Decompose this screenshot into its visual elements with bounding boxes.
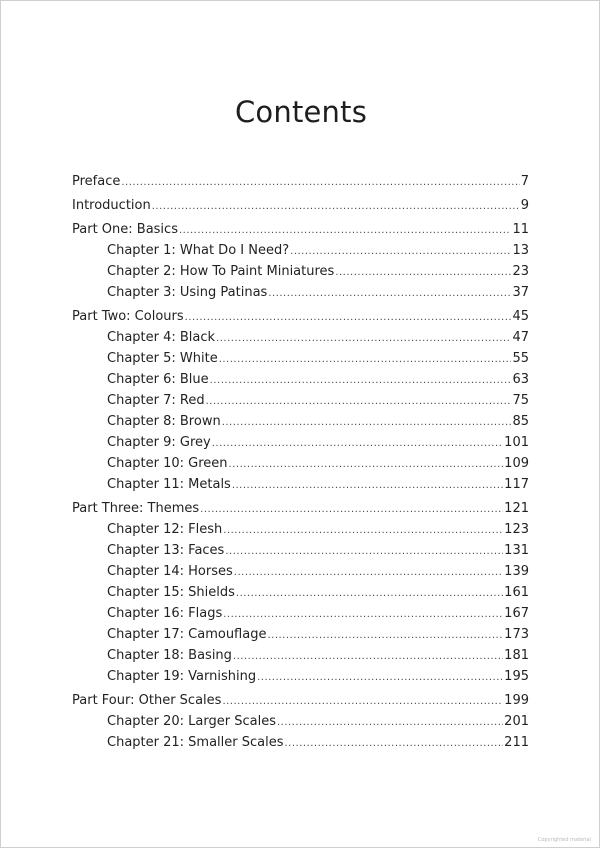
dot-leader bbox=[206, 391, 512, 412]
toc-chapter-entry bbox=[72, 432, 529, 453]
toc-entry-label: Chapter 21: Smaller Scales bbox=[107, 735, 284, 750]
toc-chapter-entry bbox=[72, 474, 529, 495]
dot-leader bbox=[179, 220, 511, 241]
dot-leader bbox=[229, 454, 504, 475]
toc-chapter-entry bbox=[72, 369, 529, 390]
toc-page-number: 85 bbox=[512, 414, 529, 429]
toc-part-entry bbox=[72, 690, 529, 711]
toc-chapter-entry bbox=[72, 327, 529, 348]
dot-leader bbox=[277, 712, 503, 733]
toc-page-number: 167 bbox=[504, 606, 529, 621]
toc-chapter-entry bbox=[72, 348, 529, 369]
toc-chapter-entry bbox=[72, 411, 529, 432]
toc-chapter-entry bbox=[72, 645, 529, 666]
toc-page-number: 139 bbox=[504, 564, 529, 579]
toc-entry-label: Part One: Basics bbox=[72, 222, 178, 237]
toc-entry-label: Chapter 3: Using Patinas bbox=[107, 285, 268, 300]
dot-leader bbox=[222, 412, 512, 433]
toc-part-entry bbox=[72, 219, 529, 240]
toc-entry-label: Chapter 19: Varnishing bbox=[107, 669, 257, 684]
toc-page-number: 211 bbox=[504, 735, 529, 750]
toc-entry-label: Introduction bbox=[72, 198, 151, 213]
toc-entry-label: Chapter 2: How To Paint Miniatures bbox=[107, 264, 335, 279]
toc-part-entry bbox=[72, 171, 529, 192]
copyright-notice: Copyrighted material bbox=[537, 837, 591, 843]
dot-leader bbox=[233, 646, 503, 667]
dot-leader bbox=[185, 307, 512, 328]
toc-page-number: 195 bbox=[504, 669, 529, 684]
toc-page-number: 11 bbox=[512, 222, 529, 237]
toc-page-number: 101 bbox=[504, 435, 529, 450]
dot-leader bbox=[210, 370, 512, 391]
dot-leader bbox=[121, 172, 519, 193]
dot-leader bbox=[268, 283, 511, 304]
toc-entry-label: Part Four: Other Scales bbox=[72, 693, 222, 708]
toc-page-number: 63 bbox=[512, 372, 529, 387]
toc-entry-label: Chapter 9: Grey bbox=[107, 435, 211, 450]
toc-chapter-entry bbox=[72, 519, 529, 540]
toc-chapter-entry bbox=[72, 603, 529, 624]
toc-page-number: 173 bbox=[504, 627, 529, 642]
toc-page-number: 161 bbox=[504, 585, 529, 600]
dot-leader bbox=[223, 520, 503, 541]
toc-entry-label: Chapter 15: Shields bbox=[107, 585, 235, 600]
toc-entry-label: Chapter 11: Metals bbox=[107, 477, 231, 492]
toc-entry-label: Chapter 18: Basing bbox=[107, 648, 232, 663]
toc-entry-label: Chapter 12: Flesh bbox=[107, 522, 223, 537]
dot-leader bbox=[335, 262, 511, 283]
toc-page-number: 109 bbox=[504, 456, 529, 471]
dot-leader bbox=[225, 541, 503, 562]
toc-page-number: 181 bbox=[504, 648, 529, 663]
toc-chapter-entry bbox=[72, 453, 529, 474]
dot-leader bbox=[285, 733, 504, 754]
toc-chapter-entry bbox=[72, 240, 529, 261]
toc-entry-label: Chapter 13: Faces bbox=[107, 543, 225, 558]
dot-leader bbox=[267, 625, 503, 646]
toc-part-entry bbox=[72, 498, 529, 519]
toc-chapter-entry bbox=[72, 390, 529, 411]
toc-page-number: 55 bbox=[512, 351, 529, 366]
toc-entry-label: Part Two: Colours bbox=[72, 309, 184, 324]
toc-page-number: 23 bbox=[512, 264, 529, 279]
dot-leader bbox=[222, 691, 503, 712]
toc-entry-label: Part Three: Themes bbox=[72, 501, 200, 516]
dot-leader bbox=[200, 499, 503, 520]
dot-leader bbox=[234, 562, 503, 583]
toc-chapter-entry bbox=[72, 666, 529, 687]
toc-chapter-entry bbox=[72, 582, 529, 603]
toc-page-number: 7 bbox=[520, 174, 529, 189]
toc-page-number: 123 bbox=[504, 522, 529, 537]
dot-leader bbox=[212, 433, 503, 454]
toc-page-number: 13 bbox=[512, 243, 529, 258]
toc-chapter-entry bbox=[72, 624, 529, 645]
table-of-contents bbox=[72, 171, 529, 753]
toc-page-number: 47 bbox=[512, 330, 529, 345]
toc-entry-label: Chapter 5: White bbox=[107, 351, 218, 366]
toc-page-number: 37 bbox=[512, 285, 529, 300]
toc-chapter-entry bbox=[72, 282, 529, 303]
toc-page-number: 121 bbox=[504, 501, 529, 516]
toc-page-number: 199 bbox=[504, 693, 529, 708]
dot-leader bbox=[223, 604, 503, 625]
toc-chapter-entry bbox=[72, 540, 529, 561]
page-title: Contents bbox=[234, 95, 368, 129]
toc-entry-label: Chapter 4: Black bbox=[107, 330, 216, 345]
dot-leader bbox=[232, 475, 503, 496]
toc-page-number: 45 bbox=[512, 309, 529, 324]
toc-chapter-entry bbox=[72, 732, 529, 753]
dot-leader bbox=[236, 583, 503, 604]
toc-entry-label: Chapter 20: Larger Scales bbox=[107, 714, 276, 729]
toc-entry-label: Preface bbox=[72, 174, 121, 189]
dot-leader bbox=[290, 241, 511, 262]
toc-page-number: 9 bbox=[520, 198, 529, 213]
toc-entry-label: Chapter 6: Blue bbox=[107, 372, 209, 387]
toc-entry-label: Chapter 14: Horses bbox=[107, 564, 233, 579]
toc-entry-label: Chapter 1: What Do I Need? bbox=[107, 243, 290, 258]
dot-leader bbox=[152, 196, 520, 217]
toc-page-number: 75 bbox=[512, 393, 529, 408]
toc-entry-label: Chapter 16: Flags bbox=[107, 606, 223, 621]
dot-leader bbox=[257, 667, 503, 688]
toc-entry-label: Chapter 10: Green bbox=[107, 456, 228, 471]
toc-chapter-entry bbox=[72, 261, 529, 282]
toc-part-entry bbox=[72, 195, 529, 216]
toc-entry-label: Chapter 8: Brown bbox=[107, 414, 221, 429]
toc-page-number: 117 bbox=[504, 477, 529, 492]
toc-chapter-entry bbox=[72, 561, 529, 582]
toc-chapter-entry bbox=[72, 711, 529, 732]
toc-page-number: 131 bbox=[504, 543, 529, 558]
toc-entry-label: Chapter 7: Red bbox=[107, 393, 205, 408]
dot-leader bbox=[216, 328, 511, 349]
toc-part-entry bbox=[72, 306, 529, 327]
toc-entry-label: Chapter 17: Camouflage bbox=[107, 627, 267, 642]
dot-leader bbox=[219, 349, 512, 370]
toc-page-number: 201 bbox=[504, 714, 529, 729]
